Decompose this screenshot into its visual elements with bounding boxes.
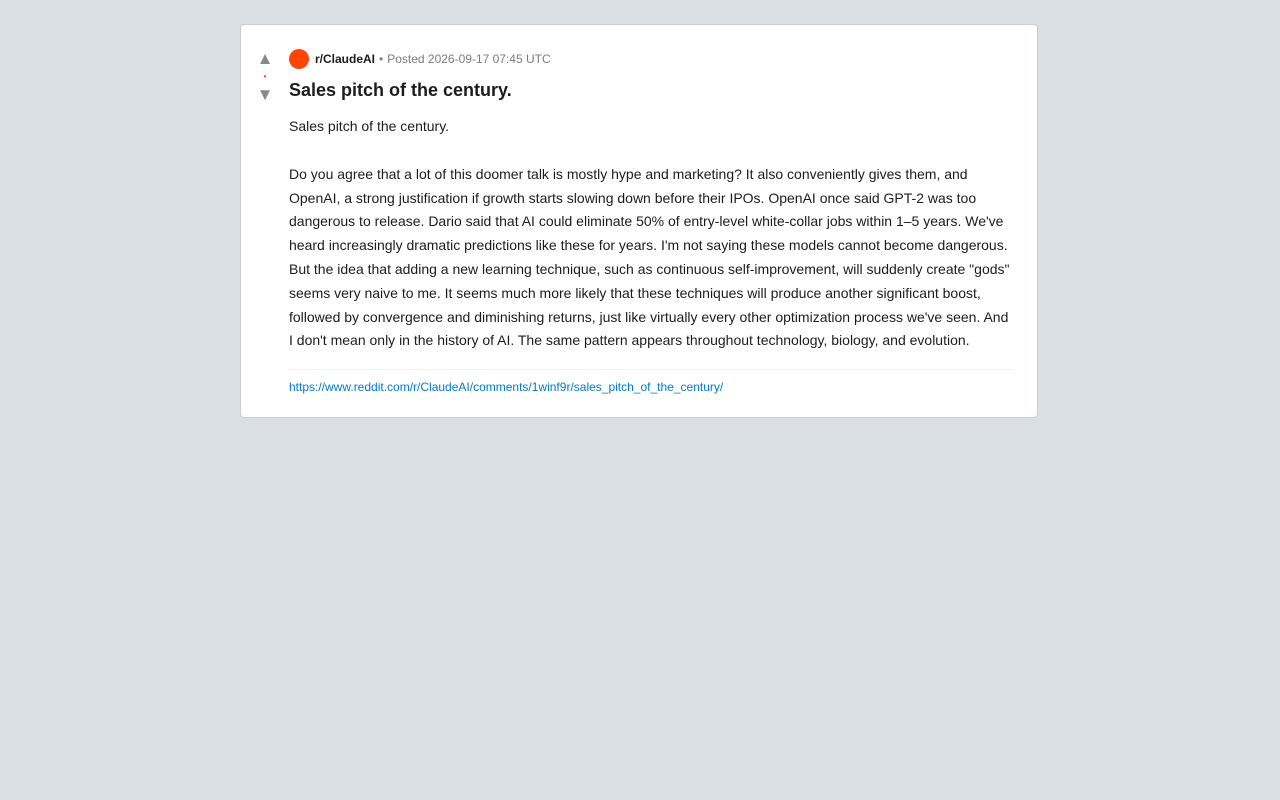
post-timestamp: Posted 2026-09-17 07:45 UTC xyxy=(387,52,551,66)
upvote-icon[interactable]: ▲ xyxy=(256,49,274,68)
post-url-link[interactable]: https://www.reddit.com/r/ClaudeAI/comments/1winf9r/sales_pitch_of_the_century/ xyxy=(289,380,724,395)
post-title[interactable]: Sales pitch of the century. xyxy=(289,80,512,100)
subreddit-link[interactable]: r/ClaudeAI xyxy=(315,52,376,66)
vote-score: • xyxy=(263,72,267,81)
meta-separator: • xyxy=(379,52,384,66)
post-meta xyxy=(289,49,1013,69)
post-content xyxy=(289,25,1037,417)
post-footer xyxy=(289,369,1013,395)
post-body-paragraph: Do you agree that a lot of this doomer talk is mostly hype and marketing? It also conveniently gives them, and OpenAI, a strong justification if growth starts slowing down before their IPOs. OpenAI once said GPT-2 was too dangerous to release. Dario said that AI could eliminate 50% of entry-level white-collar jobs within 1–5 years. We've heard increasingly dramatic predictions like these for years. I'm not saying these models cannot become dangerous. But the idea that adding a new learning technique, such as continuous self-improvement, will suddenly create "gods" seems very naive to me. It seems much more likely that these techniques will produce another significant boost, followed by convergence and diminishing returns, just like virtually every other optimization process we've seen. And I don't mean only in the history of AI. The same pattern appears throughout technology, biology, and evolution. xyxy=(289,165,1010,349)
vote-column xyxy=(241,25,289,417)
downvote-icon[interactable]: ▼ xyxy=(256,85,274,104)
post-card xyxy=(240,24,1038,418)
subreddit-icon[interactable] xyxy=(289,49,309,69)
post-body xyxy=(289,115,1013,353)
post-body-paragraph: Sales pitch of the century. xyxy=(289,118,450,134)
